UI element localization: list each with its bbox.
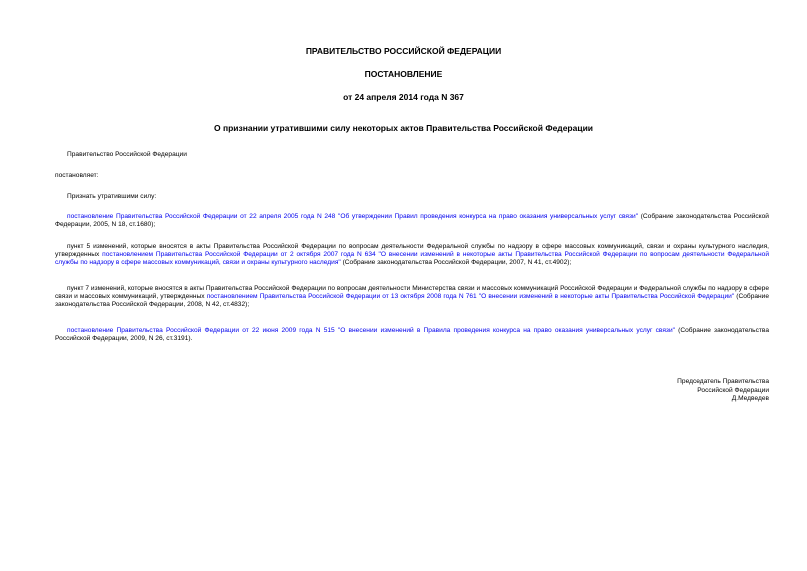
act-link-2[interactable]: постановлением Правительства Российской Федерации от 2 октября 2007 года N 634 "О внесении изменений в некоторые акты Правительства Российской Федерации по вопросам деятельности Федеральной службы по надзору в сфере массовых коммуникаций, связи и охраны культурного наследия" (55, 251, 770, 267)
list-item-4 (55, 327, 769, 343)
list-item-1 (55, 213, 769, 229)
act-link-1[interactable]: постановление Правительства Российской Федерации от 22 апреля 2005 года N 248 "Об утверждении Правил проведения конкурса на право оказания универсальных услуг связи" (67, 213, 639, 220)
source-ref-2: (Собрание законодательства Российской Федерации, 2007, N 41, ст.4902); (340, 259, 572, 267)
signature-name: Д.Медведев (731, 395, 769, 403)
document-type: ПОСТАНОВЛЕНИЕ (364, 69, 443, 79)
document-title: О признании утратившими силу некоторых актов Правительства Российской Федерации (213, 123, 594, 133)
source-ref-4: (Собрание законодательства Российской Федерации, 2009, N 26, ст.3191). (55, 327, 769, 343)
signature-position: Председатель Правительства (677, 378, 769, 385)
government-heading: ПРАВИТЕЛЬСТВО РОССИЙСКОЙ ФЕДЕРАЦИИ (305, 46, 502, 56)
item-3-text: пункт 7 изменений, которые вносятся в акты Правительства Российской Федерации по вопросам деятельности Министерства связи и массовых коммуникаций Российской Федерации и Федеральной службы по надзору в сфере связи и массовых коммуникаций, утвержденных (55, 285, 769, 301)
list-item-2 (55, 243, 769, 267)
item-2-text: пункт 5 изменений, которые вносятся в акты Правительства Российской Федерации по вопросам деятельности Федеральной службы по надзору в сфере массовых коммуникаций, связи и охраны культурного наследия, утвержденных (55, 243, 769, 259)
act-link-3[interactable]: постановлением Правительства Российской Федерации от 13 октября 2008 года N 761 "О внесении изменений в некоторые акты Правительства Российской Федерации" (206, 293, 735, 301)
intro-resolves: постановляет: (55, 172, 99, 179)
source-ref-3: (Собрание законодательства Российской Федерации, 2008, N 42, ст.4832); (55, 293, 770, 309)
signature-country: Российской Федерации (697, 386, 769, 394)
intro-declare-void: Признать утратившими силу: (67, 193, 157, 200)
document-date-number: от 24 апреля 2014 года N 367 (343, 92, 464, 102)
source-ref-1: (Собрание законодательства Российской Федерации, 2005, N 18, ст.1680); (55, 213, 769, 229)
list-item-3 (55, 285, 769, 309)
signature-block (549, 378, 769, 404)
act-link-4[interactable]: постановление Правительства Российской Федерации от 22 июня 2009 года N 515 "О внесении изменений в Правила проведения конкурса на право оказания универсальных услуг связи" (67, 327, 675, 334)
intro-government: Правительство Российской Федерации (67, 151, 187, 158)
